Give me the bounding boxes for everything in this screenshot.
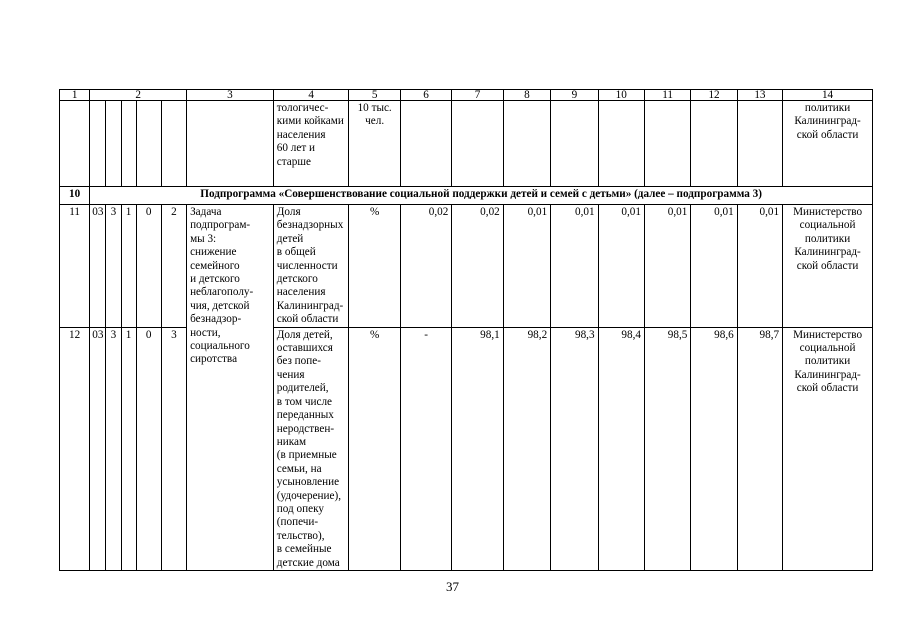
value-cell: - <box>400 327 451 570</box>
subprogram-title: Подпрограмма «Совершенствование социальной поддержки детей и семей с детьми» (далее – подпрограмма 3) <box>90 187 873 205</box>
value-cell: 98,7 <box>737 327 782 570</box>
header-cell: 2 <box>90 90 187 101</box>
unit-cell: % <box>349 205 400 328</box>
header-cell: 3 <box>187 90 274 101</box>
value-cell: 98,2 <box>503 327 550 570</box>
value-cell: 98,3 <box>551 327 598 570</box>
code-cell: 1 <box>121 205 136 328</box>
value-cell: 0,02 <box>400 205 451 328</box>
value-cell: 0,01 <box>503 205 550 328</box>
value-cell: 0,01 <box>691 205 737 328</box>
header-cell: 4 <box>273 90 349 101</box>
header-cell: 14 <box>783 90 873 101</box>
header-cell: 7 <box>452 90 503 101</box>
header-cell: 11 <box>644 90 690 101</box>
value-cell: 98,4 <box>598 327 644 570</box>
responsible-cell: Министерство социальной политики Калининград- ской области <box>783 327 873 570</box>
value-cell: 0,01 <box>737 205 782 328</box>
indicator-cell: Доля безнадзорных детей в общей численности детского населения Калининград- ской области <box>273 205 349 328</box>
header-cell: 10 <box>598 90 644 101</box>
value-cell: 0,01 <box>551 205 598 328</box>
row-number: 10 <box>60 187 90 205</box>
table-row <box>60 205 873 328</box>
table-row <box>60 101 873 187</box>
indicators-table <box>59 89 873 571</box>
row-number: 12 <box>60 327 90 570</box>
header-cell: 8 <box>503 90 550 101</box>
subprogram-row <box>60 187 873 205</box>
code-cell: 03 <box>90 327 106 570</box>
task-cell: Задача подпрограм- мы 3: снижение семейного и детского неблагополу- чия, детской безнадзор- ности, социального сиротства <box>187 205 274 571</box>
header-row <box>60 90 873 101</box>
value-cell: 98,5 <box>644 327 690 570</box>
value-cell: 98,1 <box>452 327 503 570</box>
value-cell: 0,01 <box>644 205 690 328</box>
header-cell: 13 <box>737 90 782 101</box>
indicator-cell: тологичес- кими койками населения 60 лет и старше <box>273 101 349 187</box>
unit-cell: % <box>349 327 400 570</box>
code-cell: 2 <box>161 205 186 328</box>
indicator-cell: Доля детей, оставшихся без попе- чения родителей, в том числе переданных неродствен- никам (в приемные семьи, на усыновление (удочерение), под опеку (попечи- тельство), в семейные детские дома <box>273 327 349 570</box>
header-cell: 1 <box>60 90 90 101</box>
header-cell: 6 <box>400 90 451 101</box>
code-cell: 3 <box>106 205 121 328</box>
code-cell: 0 <box>136 327 161 570</box>
unit-cell: 10 тыс. чел. <box>349 101 400 187</box>
code-cell: 1 <box>121 327 136 570</box>
responsible-cell: Министерство социальной политики Калининград- ской области <box>783 205 873 328</box>
page-number: 37 <box>446 579 459 594</box>
code-cell: 03 <box>90 205 106 328</box>
value-cell: 98,6 <box>691 327 737 570</box>
code-cell: 0 <box>136 205 161 328</box>
row-number: 11 <box>60 205 90 328</box>
responsible-cell: политики Калининград- ской области <box>783 101 873 187</box>
value-cell: 0,01 <box>598 205 644 328</box>
header-cell: 5 <box>349 90 400 101</box>
header-cell: 12 <box>691 90 737 101</box>
code-cell: 3 <box>161 327 186 570</box>
header-cell: 9 <box>551 90 598 101</box>
code-cell: 3 <box>106 327 121 570</box>
value-cell: 0,02 <box>452 205 503 328</box>
table-row <box>60 327 873 570</box>
